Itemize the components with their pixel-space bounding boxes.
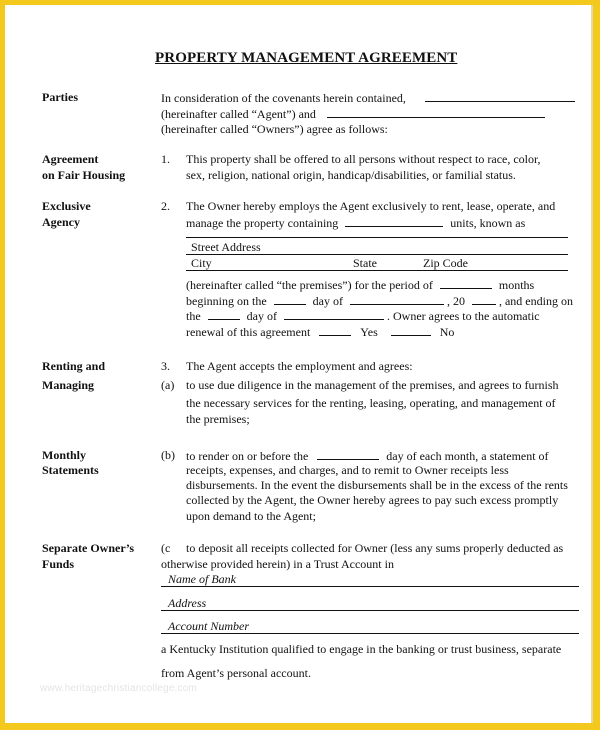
fair-housing-line-1: This property shall be offered to all persons without respect to race, color, xyxy=(186,152,541,166)
parties-line-1: In consideration of the covenants herein contained, xyxy=(161,90,575,105)
exclusive-line-5: the day of . Owner agrees to the automatic xyxy=(186,309,540,323)
section-heading-funds-2: Funds xyxy=(42,557,75,571)
monthly-line-4: collected by the Agent, the Owner hereby agrees to pay such excess promptly xyxy=(186,493,559,507)
renting-a-line-1: to use due diligence in the management of the premises, and agrees to furnish xyxy=(186,378,559,392)
renting-intro: The Agent accepts the employment and agrees: xyxy=(186,359,413,373)
document-page xyxy=(5,5,593,723)
end-day-blank xyxy=(208,308,240,320)
parties-blank-2 xyxy=(327,106,545,118)
watermark-text: www.heritagechristiancollege.com xyxy=(40,683,198,694)
property-name-line xyxy=(186,223,568,238)
clause-number-3: 3. xyxy=(161,359,170,373)
section-heading-monthly-2: Statements xyxy=(42,463,99,477)
section-heading-monthly-1: Monthly xyxy=(42,448,87,462)
exclusive-line-4: beginning on the day of , 20 , and ending on xyxy=(186,294,573,308)
document-title: PROPERTY MANAGEMENT AGREEMENT xyxy=(155,50,458,66)
state-label: State xyxy=(353,256,377,270)
section-heading-fair-housing-1: Agreement xyxy=(42,152,99,166)
zip-label: Zip Code xyxy=(423,256,468,270)
clause-label-c: (c xyxy=(161,541,171,555)
clause-label-b: (b) xyxy=(161,448,175,462)
start-day-blank xyxy=(274,293,306,305)
renting-a-line-2: the necessary services for the renting, leasing, operating, and management of xyxy=(186,396,556,410)
funds-line-3: a Kentucky Institution qualified to engage in the banking or trust business, separate xyxy=(161,642,562,656)
section-heading-exclusive-1: Exclusive xyxy=(42,199,91,213)
city-label: City xyxy=(191,256,212,270)
start-month-blank xyxy=(350,293,444,305)
section-heading-exclusive-2: Agency xyxy=(42,215,80,229)
renewal-no-blank xyxy=(391,324,431,336)
parties-line-2: (hereinafter called “Agent”) and xyxy=(161,106,545,121)
section-heading-funds-1: Separate Owner’s xyxy=(42,541,135,555)
clause-number-2: 2. xyxy=(161,199,170,213)
exclusive-line-2: manage the property containing units, known as xyxy=(186,216,526,230)
start-year-blank xyxy=(472,293,496,305)
city-state-zip-line xyxy=(186,256,568,271)
funds-line-1: to deposit all receipts collected for Owner (less any sums properly deducted as xyxy=(186,541,564,555)
monthly-line-5: upon demand to the Agent; xyxy=(186,509,316,523)
monthly-line-3: disbursements. In the event the disbursements shall be in the excess of the rents xyxy=(186,478,568,492)
renewal-yes-blank xyxy=(319,324,351,336)
section-heading-renting-1: Renting and xyxy=(42,359,106,373)
monthly-line-1: to render on or before the day of each month, a statement of xyxy=(186,449,549,463)
statement-day-blank xyxy=(317,448,379,460)
account-number-label: Account Number xyxy=(168,619,249,633)
monthly-line-2: receipts, expenses, and charges, and to remit to Owner receipts less xyxy=(186,463,509,477)
bank-name-label: Name of Bank xyxy=(168,572,236,586)
exclusive-line-3: (hereinafter called “the premises”) for the period of months xyxy=(186,278,535,292)
bank-address-label: Address xyxy=(168,596,207,610)
parties-line-3: (hereinafter called “Owners”) agree as follows: xyxy=(161,122,388,136)
period-months-blank xyxy=(440,277,492,289)
section-heading-fair-housing-2: on Fair Housing xyxy=(42,168,126,182)
parties-blank-1 xyxy=(425,90,575,102)
exclusive-line-1: The Owner hereby employs the Agent exclusively to rent, lease, operate, and xyxy=(186,199,556,213)
street-address-label: Street Address xyxy=(191,240,261,254)
renting-a-line-3: the premises; xyxy=(186,412,250,426)
bank-address-line xyxy=(161,596,579,611)
funds-line-2: otherwise provided herein) in a Trust Account in xyxy=(161,557,394,571)
fair-housing-line-2: sex, religion, national origin, handicap/disabilities, or familial status. xyxy=(186,168,516,182)
section-heading-parties: Parties xyxy=(42,90,78,104)
clause-number-1: 1. xyxy=(161,152,170,166)
funds-line-4: from Agent’s personal account. xyxy=(161,666,311,680)
exclusive-line-6: renewal of this agreement Yes No xyxy=(186,325,455,339)
clause-label-a: (a) xyxy=(161,378,175,392)
end-month-blank xyxy=(284,308,384,320)
section-heading-renting-2: Managing xyxy=(42,378,95,392)
